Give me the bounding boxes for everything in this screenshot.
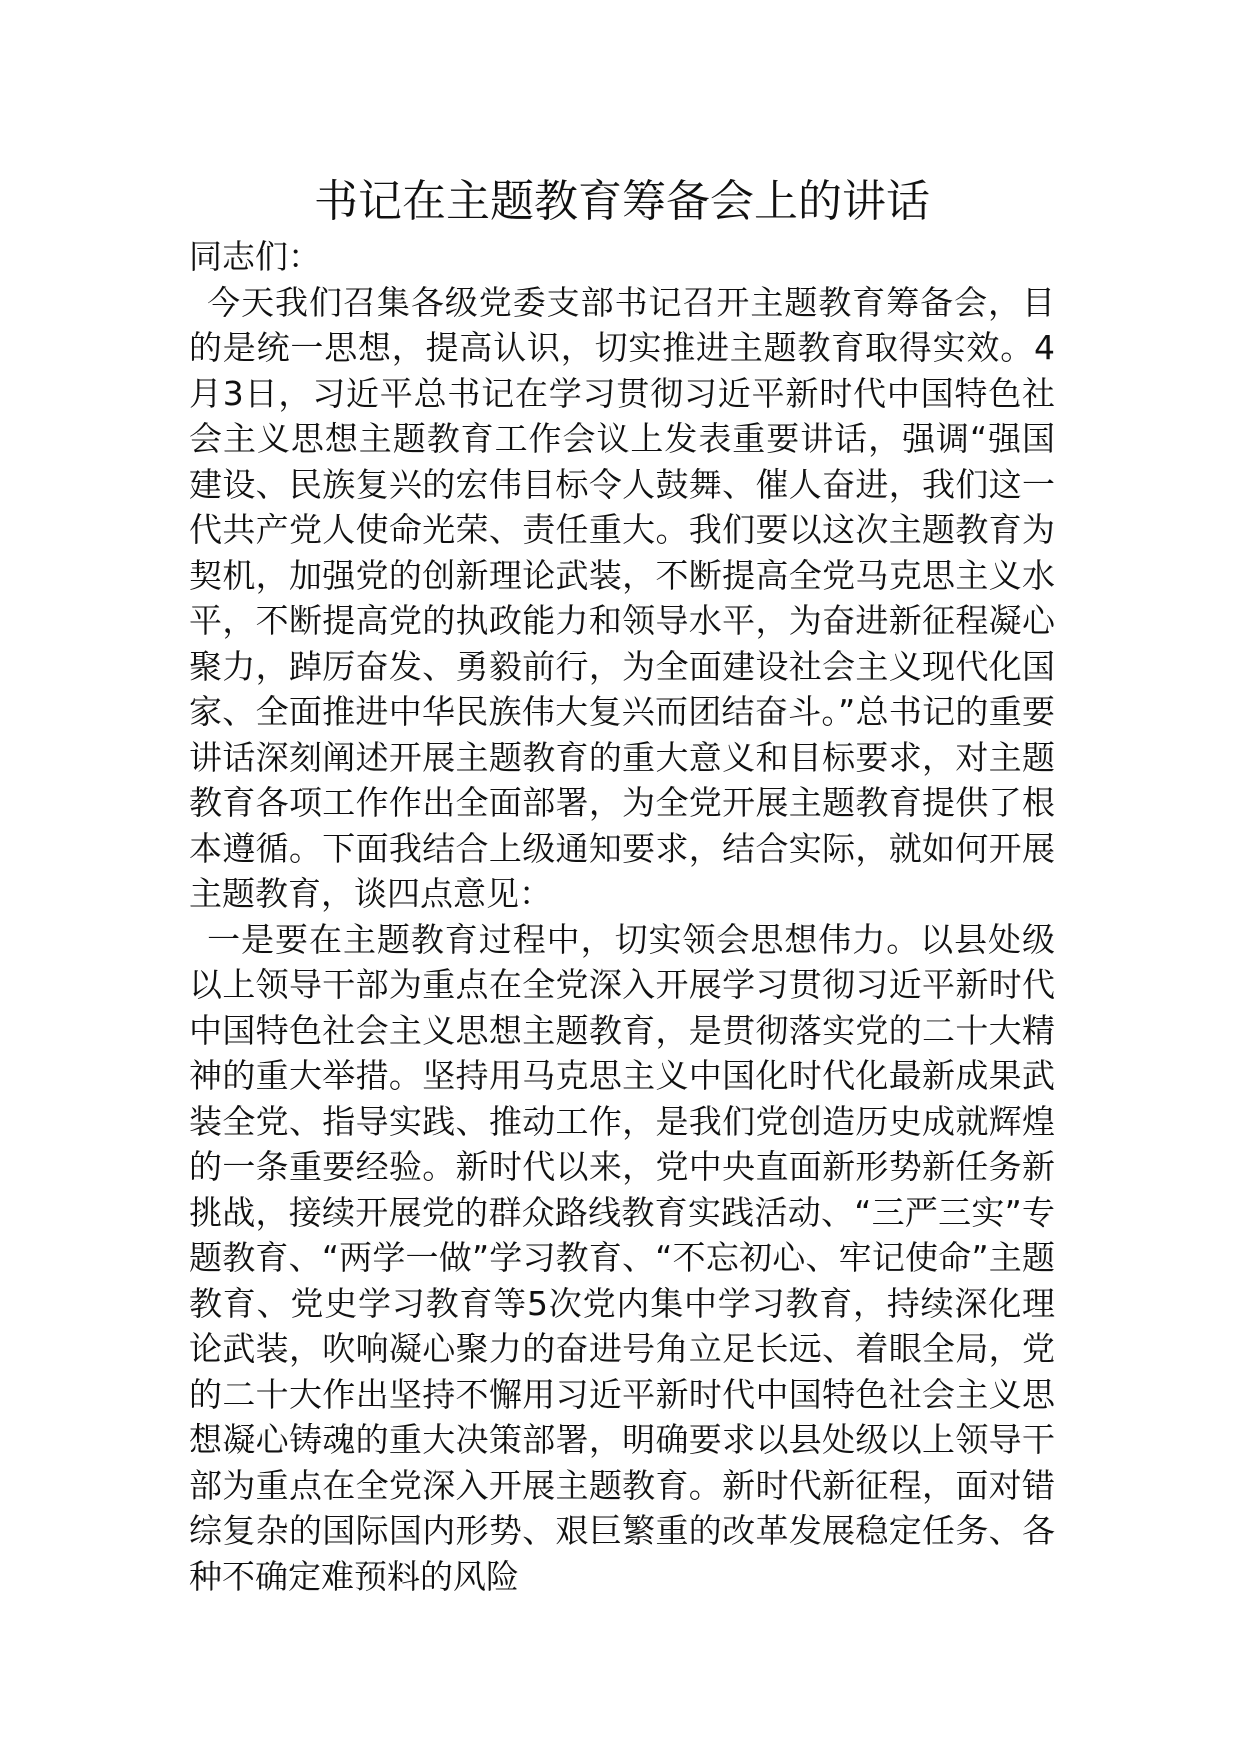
document-title: 书记在主题教育筹备会上的讲话	[314, 176, 930, 227]
paragraph-point-one: 一是要在主题教育过程中，切实领会思想伟力。以县处级以上领导干部为重点在全党深入开展学习贯彻习近平新时代中国特色社会主义思想主题教育，是贯彻落实党的二十大精神的重大举措。坚持用马克思主义中国化时代化最新成果武装全党、指导实践、推动工作，是我们党创造历史成就辉煌的一条重要经验。新时代以来，党中央直面新形势新任务新挑战，接续开展党的群众路线教育实践活动、“三严三实”专题教育、“两学一做”学习教育、“不忘初心、牢记使命”主题教育、党史学习教育等5次党内集中学习教育，持续深化理论武装，吹响凝心聚力的奋进号角立足长远、着眼全局，党的二十大作出坚持不懈用习近平新时代中国特色社会主义思想凝心铸魂的重大决策部署，明确要求以县处级以上领导干部为重点在全党深入开展主题教育。新时代新征程，面对错综复杂的国际国内形势、艰巨繁重的改革发展稳定任务、各种不确定难预料的风险	[189, 919, 1055, 1596]
salutation: 同志们：	[189, 237, 321, 276]
document-page	[189, 170, 1055, 1599]
document-body	[189, 234, 1055, 1599]
paragraph-intro: 今天我们召集各级党委支部书记召开主题教育筹备会，目的是统一思想，提高认识，切实推进主题教育取得实效。4月3日，习近平总书记在学习贯彻习近平新时代中国特色社会主义思想主题教育工作会议上发表重要讲话，强调“强国建设、民族复兴的宏伟目标令人鼓舞、催人奋进，我们这一代共产党人使命光荣、责任重大。我们要以这次主题教育为契机，加强党的创新理论武装，不断提高全党马克思主义水平，不断提高党的执政能力和领导水平，为奋进新征程凝心聚力，踔厉奋发、勇毅前行，为全面建设社会主义现代化国家、全面推进中华民族伟大复兴而团结奋斗。”总书记的重要讲话深刻阐述开展主题教育的重大意义和目标要求，对主题教育各项工作作出全面部署，为全党开展主题教育提供了根本遵循。下面我结合上级通知要求，结合实际，就如何开展主题教育，谈四点意见：	[189, 282, 1055, 913]
